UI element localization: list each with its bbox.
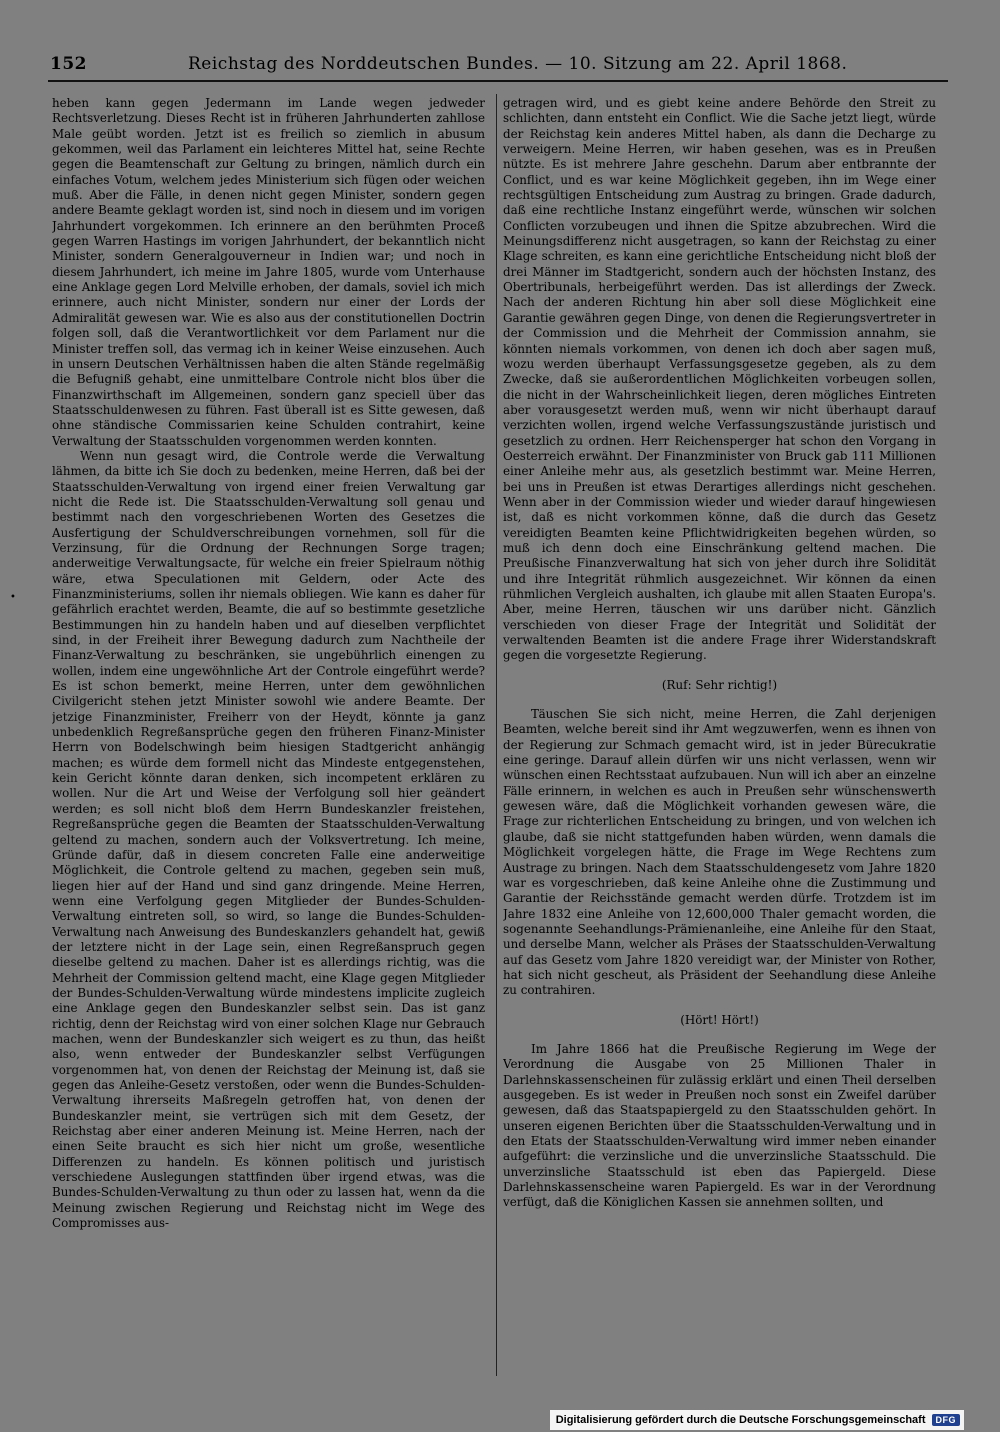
paragraph: Täuschen Sie sich nicht, meine Herren, die Zahl derjenigen Beamten, welche bereit sind ihr Amt wegzuwerfen, wenn es ihnen von der Regierung zur Schmach gemacht wird, ist in jeder Bürecukratie eine geringe. Darauf allein dürfen wir uns nicht verlassen, wenn wir wünschen einen Rechtsstaat aufzubauen. Nun will ich aber an einzelne Fälle erinnern, in welchen es auch in Preußen sehr wünschenswerth gewesen wäre, daß die Möglichkeit vorhanden gewesen wäre, die Frage zur richterlichen Entscheidung zu bringen, und von welchen ich glaube, daß sie nicht stattgefunden haben würden, wenn damals die Möglichkeit vorgelegen hätte, die Frage im Wege Rechtens zum Austrage zu bringen. Nach dem Staatsschuldengesetz vom Jahre 1820 war es vorgeschrieben, daß keine Anleihe ohne die Zustimmung und Garantie der Reichsstände gemacht werden dürfe. Trotzdem ist im Jahre 1832 eine Anleihe von 12,600,000 Thaler gemacht worden, die sogenannte Seehandlungs-Prämienanleihe, eine Anleihe für den Staat, und derselbe Mann, welcher als Präses der Staatsschulden-Verwaltung auf das Gesetz vom Jahre 1820 vereidigt war, der Minister von Rother, hat sich nicht gescheut, als Präsident der Seehandlung diese Anleihe zu contrahiren. (503, 707, 936, 998)
page-number: 152 (50, 54, 87, 74)
credit-text: Digitalisierung gefördert durch die Deutsche Forschungsgemeinschaft (555, 1414, 926, 1426)
running-title: Reichstag des Norddeutschen Bundes. — 10. Sitzung am 22. April 1868. (188, 54, 848, 74)
paragraph: Im Jahre 1866 hat die Preußische Regierung im Wege der Verordnung die Ausgabe von 25 Millionen Thaler in Darlehnskassenscheinen für zulässig erklärt und einen Theil derselben ausgegeben. Es ist weder in Preußen noch sonst ein Zweifel darüber gewesen, daß das Staatspapiergeld zu den Staatsschulden gehört. In unseren eigenen Berichten über die Staatsschulden-Verwaltung und in den Etats der Staatsschulden-Verwaltung wird immer neben einander aufgeführt: die verzinsliche und die unverzinsliche Staatsschuld. Die unverzinsliche Staatsschuld ist eben das Papiergeld. Diese Darlehnskassenscheine waren Papiergeld. Es war in der Verordnung verfügt, daß die Königlichen Kassen sie annehmen sollten, und (503, 1041, 936, 1210)
interjection: (Hört! Hört!) (680, 1012, 759, 1027)
column-divider (496, 94, 497, 1376)
paragraph: getragen wird, und es giebt keine andere Behörde den Streit zu schlichten, dann entsteht ein Conflict. Wie die Sache jetzt liegt, würde der Reichstag kein anderes Mittel haben, als dann die Decharge zu verweigern. Meine Herren, wir haben gesehen, was es in Preußen nützte. Es ist mehrere Jahre geschehn. Darum aber entbrannte der Conflict, und es war keine Möglichkeit gegeben, ihn im Wege einer rechtsgültigen Entscheidung zum Austrag zu bringen. Grade dadurch, daß eine rechtliche Instanz eingeführt werde, wünschen wir solchen Conflicten vorzubeugen und ihnen die Spitze abzubrechen. Wird die Meinungsdifferenz nicht ausgetragen, so kann der Reichstag zu einer Klage schreiten, es kann eine gerichtliche Entscheidung nicht bloß der drei Männer im Stadtgericht, sondern auch der höchsten Instanz, des Obertribunals, herbeigeführt werden. Das ist allerdings der Zweck. Nach der anderen Richtung hin aber soll diese Möglichkeit eine Garantie gewähren gegen Dinge, von denen die Regierungsvertreter in der Commission und die Mehrheit der Commission annahm, sie könnten niemals vorkommen, von denen ich doch aber sagen muß, wozu werden überhaupt Verfassungsgesetze gegeben, als zu dem Zwecke, daß sie außerordentlichen Möglichkeiten vorbeugen sollen, die nicht in der Wahrscheinlichkeit liegen, deren mögliches Eintreten aber vorausgesetzt werden muß, wenn wir nicht überhaupt darauf verzichten wollen, irgend welche Verfassungszustände juristisch und gesetzlich zu ordnen. Herr Reichensperger hat schon den Vorgang in Oesterreich erwähnt. Der Finanzminister von Bruck gab 111 Millionen einer Anleihe mehr aus, als gesetzlich bestimmt war. Meine Herren, bei uns in Preußen ist etwas Derartiges allerdings nicht geschehen. Wenn aber in der Commission wieder und wieder darauf hingewiesen ist, daß es nicht vorkommen könne, daß die durch das Gesetz vereidigten Beamten keine Pflichtwidrigkeiten begehen würden, so muß ich denn doch eine Einschränkung geltend machen. Die Preußische Finanzverwaltung hat sich von jeher durch ihre Solidität und ihre Integrität rühmlich ausgezeichnet. Wir können da einen rühmlichen Vergleich aushalten, ich glaube mit allen Staaten Europa's. Aber, meine Herren, täuschen wir uns darüber nicht. Gänzlich verschieden von dieser Frage der Integrität und Solidität der verwaltenden Beamten ist die andere Frage ihrer Widerstandskraft gegen die vorgesetzte Regierung. (503, 96, 936, 663)
paragraph: heben kann gegen Jedermann im Lande wegen jedweder Rechtsverletzung. Dieses Recht ist in früheren Jahrhunderten zahllose Male geübt worden. Jetzt ist es freilich so ziemlich in abusum gekommen, weil das Parlament ein leichteres Mittel hat, seine Rechte gegen die Beamtenschaft zur Geltung zu bringen, nämlich durch ein einfaches Votum, welchem jedes Ministerium sich fügen oder weichen muß. Aber die Fälle, in denen nicht gegen Minister, sondern gegen andere Beamte geklagt worden ist, sind noch in diesem und im vorigen Jahrhundert vorgekommen. Ich erinnere an den berühmten Proceß gegen Warren Hastings im vorigen Jahrhundert, der bekanntlich nicht Minister, sondern Generalgouverneur in Indien war; und noch in diesem Jahrhundert, ich meine im Jahre 1805, wurde vom Unterhause eine Anklage gegen Lord Melville erhoben, der damals, soviel ich mich erinnere, auch nicht Minister, sondern nur einer der Lords der Admiralität gewesen war. Wie es also aus der constitutionellen Doctrin folgen soll, daß die Verantwortlichkeit vor dem Parlament nur die Minister treffen soll, das vermag ich in keiner Weise einzusehen. Auch in unsern Deutschen Verhältnissen haben die alten Stände regelmäßig die Befugniß gehabt, eine unmittelbare Controle nicht blos über die Finanzwirthschaft im Allgemeinen, sondern ganz speciell über das Staatsschuldenwesen zu führen. Fast überall ist es Sitte gewesen, daß ohne ständische Commissarien keine Schulden contrahirt, keine Verwaltung der Staatsschulden vorgenommen werden konnten. (52, 96, 485, 448)
interjection: (Ruf: Sehr richtig!) (661, 677, 778, 692)
page-header (48, 52, 948, 82)
dfg-logo: DFG (932, 1414, 961, 1426)
digitization-credit (550, 1410, 964, 1430)
paragraph: Wenn nun gesagt wird, die Controle werde die Verwaltung lähmen, da bitte ich Sie doch zu bedenken, meine Herren, daß bei der Staatsschulden-Verwaltung von irgend einer freien Verwaltung gar nicht die Rede ist. Die Staatsschulden-Verwaltung soll genau und bestimmt nach den vorgeschriebenen Worten des Gesetzes die Ausfertigung der Schuldverschreibungen vornehmen, soll für die Verzinsung, für die Ordnung der Rechnungen Sorge tragen; anderweitige Verwaltungsacte, für welche ein freier Spielraum nöthig wäre, etwa Speculationen mit Geldern, oder Acte des Finanzministeriums, sollen ihr niemals obliegen. Wie kann es daher für gefährlich erachtet werden, Beamte, die auf so bestimmte gesetzliche Bestimmungen hin zu handeln haben und auf dieselben verpflichtet sind, in der Freiheit ihrer Bewegung dadurch zum Nachtheile der Finanz-Verwaltung zu beschränken, sie ungebührlich einengen zu wollen, indem eine ungewöhnliche Art der Controle eingeführt werde? Es ist schon bemerkt, meine Herren, unter dem gewöhnlichen Civilgericht stehen jetzt Minister sowohl wie andere Beamte. Der jetzige Finanzminister, Freiherr von der Heydt, könnte ja ganz unbedenklich Regreßansprüche gegen den früheren Finanz-Minister Herrn von Bodelschwingh beim hiesigen Stadtgericht anhängig machen; es würde dem formell nicht das Mindeste entgegenstehen, kein Gericht könnte daran denken, sich incompetent erklären zu wollen. Nur die Art und Weise der Verfolgung soll hier geändert werden; es soll nicht bloß dem Herrn Bundeskanzler freistehen, Regreßansprüche gegen die Beamten der Staatsschulden-Verwaltung geltend zu machen, sondern auch der Volksvertretung. Ich meine, Gründe dafür, daß in diesem concreten Falle eine anderweitige Möglichkeit, die Controle geltend zu machen, gegeben sein muß, liegen hier auf der Hand und sind ganz dringende. Meine Herren, wenn eine Verfolgung gegen Mitglieder der Bundes-Schulden-Verwaltung eintreten soll, so wird, so lange die Bundes-Schulden-Verwaltung nach Anweisung des Bundeskanzlers gehandelt hat, gewiß der letztere nicht in der Lage sein, einen Regreßanspruch gegen dieselbe geltend zu machen. Daher ist es allerdings richtig, was die Mehrheit der Commission geltend macht, eine Klage gegen Mitglieder der Bundes-Schulden-Verwaltung würde mindestens implicite zugleich eine Anklage gegen den Bundeskanzler selbst sein. Das ist ganz richtig, denn der Reichstag wird von einer solchen Klage nur Gebrauch machen, wenn der Bundeskanzler sich weigert es zu thun, das heißt also, wenn entweder der Bundeskanzler selbst Verfügungen vorgenommen hat, von denen der Reichstag der Meinung ist, daß sie gegen das Anleihe-Gesetz verstoßen, oder wenn die Bundes-Schulden-Verwaltung ihrerseits Maßregeln getroffen hat, von denen der Bundeskanzler meint, sie vertrügen sich mit dem Gesetz, der Reichstag aber einer anderen Meinung ist. Meine Herren, nach der einen Seite braucht es sich hier nicht um große, wesentliche Differenzen zu handeln. Es können politisch und juristisch verschiedene Auslegungen stattfinden über irgend etwas, was die Bundes-Schulden-Verwaltung zu thun oder zu lassen hat, wenn da die Meinung zwischen Regierung und Reichstag nicht im Wege des Compromisses aus- (52, 448, 485, 1231)
left-column (52, 96, 485, 1378)
right-column (503, 96, 936, 1378)
margin-dot: • (10, 592, 16, 603)
